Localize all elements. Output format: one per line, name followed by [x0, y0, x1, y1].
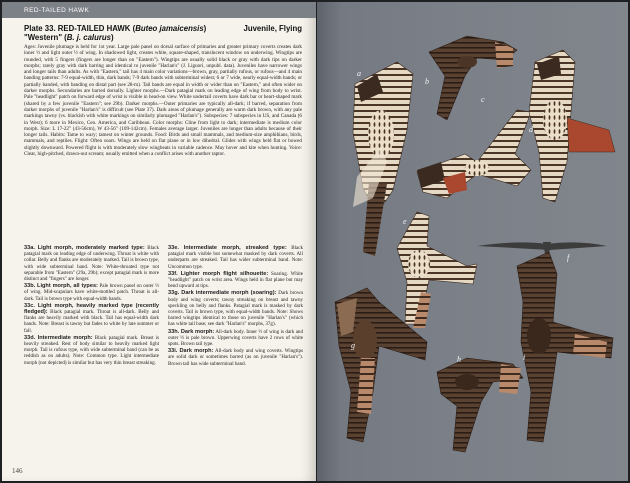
caption-entry [168, 348, 303, 367]
caption-text: Soaring. White "headlight" patch on wrist area. Wings held in flat plane but may bend upward at tips. [168, 270, 303, 290]
caption-text: Black patagial mark on leading edge of underwing. Throat is white with collar. Belly and flanks are moderately marked. Tail is brown type, with wide subterminal band. Note: White-throated type not separable from "Eastern" (29a, 29b); except patagial mark is more distinct and "fingers" are longer. [24, 245, 159, 283]
running-head: RED-TAILED HAWK [2, 2, 316, 18]
caption-text: Pale brown panel on outer ½ of wing. Mid-scapulars have white-mottled patch. Throat is all-dark. Tail is brown type with equal-width bands. [24, 283, 159, 302]
caption-text: All-dark body. Inner ½ of wing is dark and outer ½ is pale brown. Upperwing coverts have 2 rows of white spots. Brown tail type. [168, 328, 303, 348]
hawk-illustrations [317, 2, 628, 481]
caption-entry [168, 329, 303, 348]
plate-label-d: d [529, 125, 533, 134]
hawk-a [353, 62, 413, 256]
plate-illustration [317, 2, 628, 481]
caption-entry [168, 290, 303, 327]
plate-title [24, 24, 214, 33]
caption-column-right [168, 245, 303, 463]
caption-entry [168, 245, 303, 270]
caption-heading: 33i. Dark morph: [168, 348, 214, 355]
caption-heading: 33b. Light morph, all types: [24, 283, 98, 290]
plate-race [24, 33, 114, 42]
race-scientific: B. j. calurus [66, 33, 111, 42]
plate-title-close: ) [203, 24, 207, 33]
caption-heading: 33g. Dark intermediate morph (soaring): [168, 290, 277, 297]
species-account: Ages: Juvenile plumage is held for 1st year. Large pale panel on dorsal surface of primaries and greater primary coverts creates dark inner ½ and light outer ½ of wing. In shadowed light, creates white, square-shaped, translucent window on underwing. Wingtips are rounded, with 5 fingers (fingers are longer than on "Eastern"). Wingtips are usually solid black or gray with dark tips on darker morphs; rarely gray with dark barring and identical to juvenile "Harlan's" (J. Liguori, unpubl. data). Juveniles have narrower wings and longer tails than adults. As with "Eastern," tail has 4 main color variations—brown, gray, partially rufous, or rufous—and 4 main banding patterns: 7-9 equal-width, thin, dark bands; 7-9 dark bands with subterminal widest; 6 or 7 wide, nearly equal-width bands; or partially banded, with banding on distal part (see 28-m). Tail bands are equal in width or wider than on "Eastern," and often wider on darker morphs. Secondaries are barred dorsally. Lighter morphs.—Dark patagial mark on leading edge of wing from body to wrist. Pale "headlight" patch on forward edge of wrist is visible in head-on view. White undertail coverts have dark bar or heart-shaped mark (shared by a few juvenile "Eastern"; see 29b). Darker morphs.—Outer primaries are typically all-dark; if barred, separation from darker morphs of juvenile "Harlan's" is difficult (see Plate 37). Dark areas of plumage generally are warm dark brown, with any pale markings tawny (vs. blackish with white markings on similarly plumaged "Harlan's"). Subspecies: 7 subspecies in US, and Canada (6 in West); 6 more in Mexico, Cen. America, and Caribbean. Color morphs: Cline from light to dark; intermediate is medium color morph. Size: L 17-22" (43-56cm), W 43-56" (109-142cm). Females average larger. Juveniles are longer than adults because of their longer tails. Habits: Tame to wary; tamest on winter grounds. Food: Birds and small mammals, and medium-size amphibians, birds, mammals, and reptiles. Flight: Often soars. Wings are held on flat plane or in low dihedral. Glides with wings held flat or bowed slightly downward. Powered flight is with moderately slow wingbeats in variable cadence. May hover and kite when hunting. Voice: Clear, high-pitched, drawn-out scream; usually emitted when a conflict arises with another raptor. [24, 44, 302, 158]
caption-heading: 33c. Light morph, heavily marked type (recently fledged): [24, 302, 159, 316]
caption-text: All-dark body and wing coverts. Wingtips are solid dark or sometimes barred (as on juvenile "Harlan's"). Brown tail has wide subterminal band. [168, 348, 303, 367]
caption-column-left [24, 245, 159, 463]
caption-heading: 33a. Light morph, moderately marked type: [24, 245, 145, 251]
hawk-f-silhouette [477, 242, 607, 254]
caption-text: Black patagial mark. Breast is heavily streaked. Rest of body similar to heavily marked light morph. Tail is rufous type, with wide subterminal band (can be as reddish as on adults). Note: Common type. Light intermediate morph (not depicted) is similar but has very thin breast streaking. [24, 334, 159, 366]
race-label: "Western" ( [24, 33, 67, 42]
hawk-c [417, 110, 531, 198]
plate-captions [24, 245, 304, 463]
caption-heading: 33h. Dark morph: [168, 328, 215, 335]
plate-label-f: f [567, 253, 570, 262]
hawk-h [437, 358, 523, 452]
plate-label-i: i [523, 353, 526, 362]
plate-scientific-name: Buteo jamaicensis [135, 24, 204, 33]
plate-label-e: e [403, 217, 407, 226]
race-close: ) [110, 33, 114, 42]
caption-entry [24, 283, 159, 302]
hawk-i [517, 252, 613, 442]
hawk-d [529, 50, 615, 202]
plate-subtitle: Juvenile, Flying [243, 24, 302, 33]
plate-heading [24, 24, 302, 44]
caption-entry [24, 335, 159, 366]
hawk-b [429, 36, 517, 120]
caption-entry [168, 271, 303, 290]
caption-heading: 33f. Lighter morph flight silhouette: [168, 270, 269, 277]
plate-label-g: g [351, 341, 355, 350]
caption-entry [24, 303, 159, 334]
hawk-e [397, 212, 477, 328]
plate-label-c: c [481, 95, 485, 104]
caption-text: Dark brown body and wing coverts; tawny streaking on breast and tawny speckling on belly and flanks. Patagial mark is masked by dark coverts. Tail is brown type, with equal-width bands. Note: Shows barred wingtips identical to those on juvenile "Harlan's" (which has white tail base; see dark "Harlan's" morphs, 37g). [168, 290, 303, 328]
caption-text: Black patagial mark. Throat is all-dark. Belly and flanks are heavily marked with black. Tail has equal-width dark bands. Note: Breast is tawny but fades to white by late summer or fall. [24, 309, 159, 334]
caption-heading: 33e. Intermediate morph, streaked type: [168, 245, 287, 251]
left-page [2, 2, 316, 481]
plate-label-b: b [425, 77, 429, 86]
caption-heading: 33d. Intermediate morph: [24, 334, 93, 341]
caption-text: Black patagial mark visible but somewhat masked by dark coverts. All underparts are streaked. Tail has wider subterminal band. Note: Uncommon type. [168, 245, 303, 270]
plate-label-h: h [457, 355, 461, 364]
caption-entry [24, 245, 159, 282]
page-number: 146 [12, 467, 23, 475]
plate-title-text: Plate 33. RED-TAILED HAWK ( [24, 24, 136, 33]
plate-label-a: a [357, 69, 361, 78]
